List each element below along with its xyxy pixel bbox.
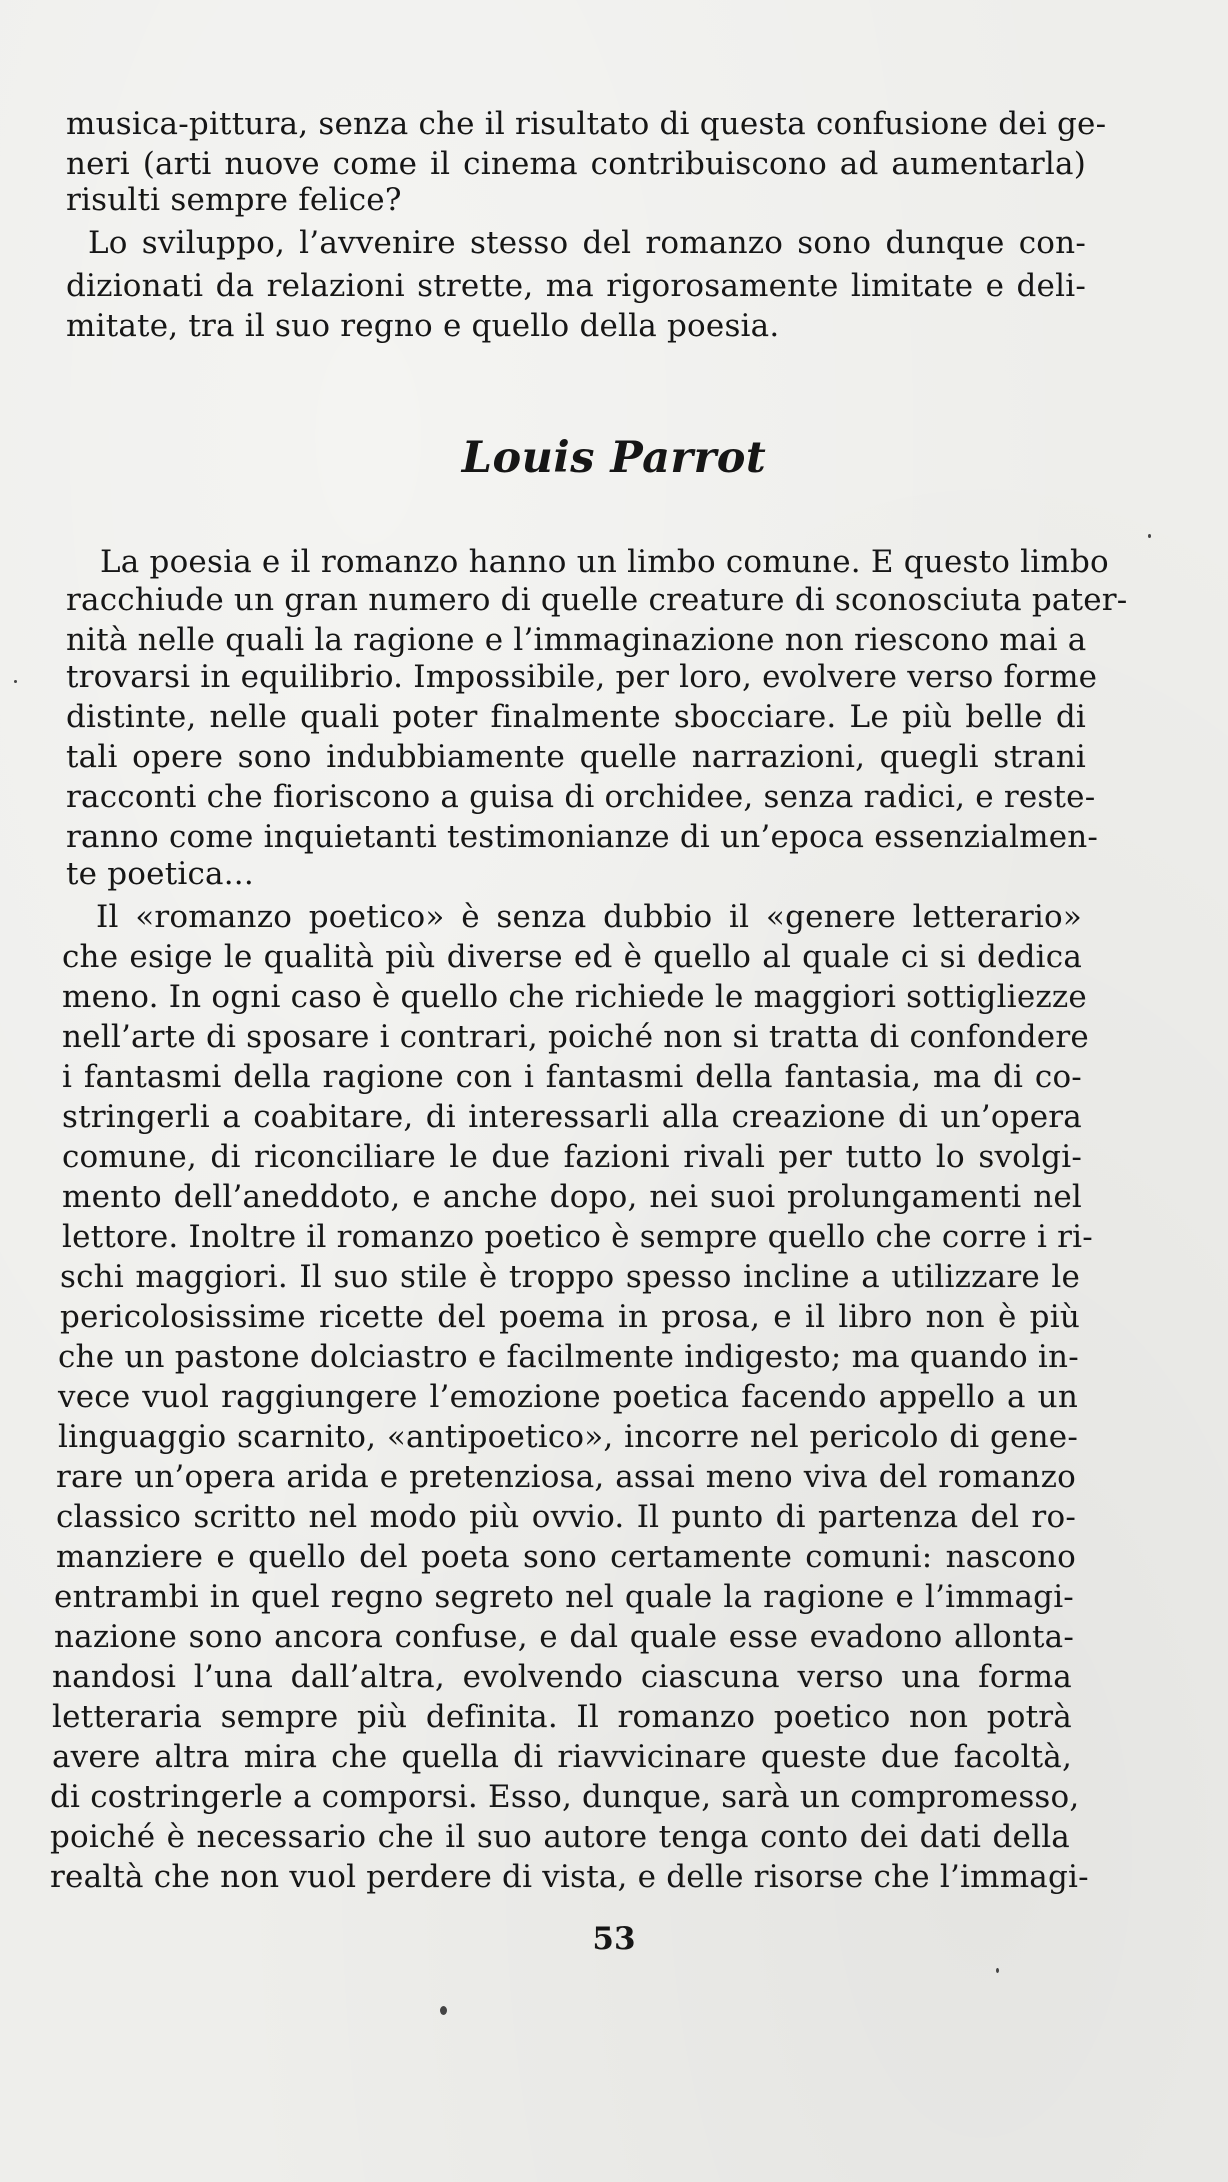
text-line: classico scritto nel modo più ovvio. Il punto di partenza del ro- bbox=[56, 1499, 1076, 1535]
text-line: pericolosissime ricette del poema in prosa, e il libro non è più bbox=[60, 1299, 1080, 1335]
text-line: i fantasmi della ragione con i fantasmi della fantasia, ma di co- bbox=[62, 1059, 1082, 1095]
scan-speck bbox=[440, 2006, 447, 2015]
text-line: nità nelle quali la ragione e l’immaginazione non riescono mai a bbox=[66, 622, 1087, 658]
text-line: Il «romanzo poetico» è senza dubbio il «genere letterario» bbox=[96, 899, 1082, 935]
text-line: trovarsi in equilibrio. Impossibile, per loro, evolvere verso forme bbox=[66, 659, 1098, 695]
section-title: Louis Parrot bbox=[461, 433, 767, 483]
page-number: 53 bbox=[592, 1921, 636, 1957]
text-line: letteraria sempre più definita. Il romanzo poetico non potrà bbox=[52, 1699, 1072, 1735]
text-line: che un pastone dolciastro e facilmente indigesto; ma quando in- bbox=[58, 1339, 1079, 1375]
text-line: che esige le qualità più diverse ed è quello al quale ci si dedica bbox=[62, 939, 1082, 975]
text-line: musica-pittura, senza che il risultato di questa confusione dei ge- bbox=[66, 106, 1107, 142]
text-line: entrambi in quel regno segreto nel quale la ragione e l’immagi- bbox=[54, 1579, 1074, 1615]
text-line: nell’arte di sposare i contrari, poiché non si tratta di confondere bbox=[62, 1019, 1089, 1055]
text-line: lettore. Inoltre il romanzo poetico è sempre quello che corre i ri- bbox=[62, 1219, 1093, 1255]
scan-speck bbox=[1148, 534, 1151, 538]
text-line: La poesia e il romanzo hanno un limbo comune. E questo limbo bbox=[100, 544, 1109, 580]
text-line: linguaggio scarnito, «antipoetico», incorre nel pericolo di gene- bbox=[58, 1419, 1078, 1455]
text-line: schi maggiori. Il suo stile è troppo spesso incline a utilizzare le bbox=[60, 1259, 1080, 1295]
text-line: risulti sempre felice? bbox=[66, 182, 402, 218]
text-line: vece vuol raggiungere l’emozione poetica facendo appello a un bbox=[58, 1379, 1078, 1415]
text-line: dizionati da relazioni strette, ma rigorosamente limitate e deli- bbox=[66, 268, 1086, 304]
text-line: nandosi l’una dall’altra, evolvendo ciascuna verso una forma bbox=[52, 1659, 1072, 1695]
scan-speck bbox=[996, 1968, 999, 1973]
text-line: tali opere sono indubbiamente quelle narrazioni, quegli strani bbox=[66, 739, 1086, 775]
text-line: di costringerle a comporsi. Esso, dunque, sarà un compromesso, bbox=[50, 1779, 1080, 1815]
text-line: manziere e quello del poeta sono certamente comuni: nascono bbox=[56, 1539, 1076, 1575]
text-line: racchiude un gran numero di quelle creature di sconosciuta pater- bbox=[66, 582, 1128, 618]
text-line: distinte, nelle quali poter finalmente sbocciare. Le più belle di bbox=[66, 699, 1086, 735]
text-line: rare un’opera arida e pretenziosa, assai meno viva del romanzo bbox=[56, 1459, 1076, 1495]
text-line: mitate, tra il suo regno e quello della poesia. bbox=[66, 308, 780, 344]
text-line: nazione sono ancora confuse, e dal quale esse evadono allonta- bbox=[54, 1619, 1074, 1655]
text-line: te poetica... bbox=[66, 856, 254, 892]
text-line: racconti che fioriscono a guisa di orchidee, senza radici, e reste- bbox=[66, 779, 1096, 815]
text-line: Lo sviluppo, l’avvenire stesso del romanzo sono dunque con- bbox=[88, 225, 1086, 261]
text-line: mento dell’aneddoto, e anche dopo, nei suoi prolungamenti nel bbox=[62, 1179, 1082, 1215]
scan-speck bbox=[14, 680, 17, 683]
text-line: stringerli a coabitare, di interessarli alla creazione di un’opera bbox=[62, 1099, 1082, 1135]
text-line: realtà che non vuol perdere di vista, e delle risorse che l’immagi- bbox=[50, 1859, 1089, 1895]
text-line: avere altra mira che quella di riavvicinare queste due facoltà, bbox=[52, 1739, 1072, 1775]
text-line: neri (arti nuove come il cinema contribuiscono ad aumentarla) bbox=[66, 146, 1086, 182]
text-line: ranno come inquietanti testimonianze di un’epoca essenzialmen- bbox=[66, 819, 1099, 855]
text-line: meno. In ogni caso è quello che richiede le maggiori sottigliezze bbox=[62, 979, 1087, 1015]
text-line: poiché è necessario che il suo autore tenga conto dei dati della bbox=[50, 1819, 1070, 1855]
text-line: comune, di riconciliare le due fazioni rivali per tutto lo svolgi- bbox=[62, 1139, 1082, 1175]
